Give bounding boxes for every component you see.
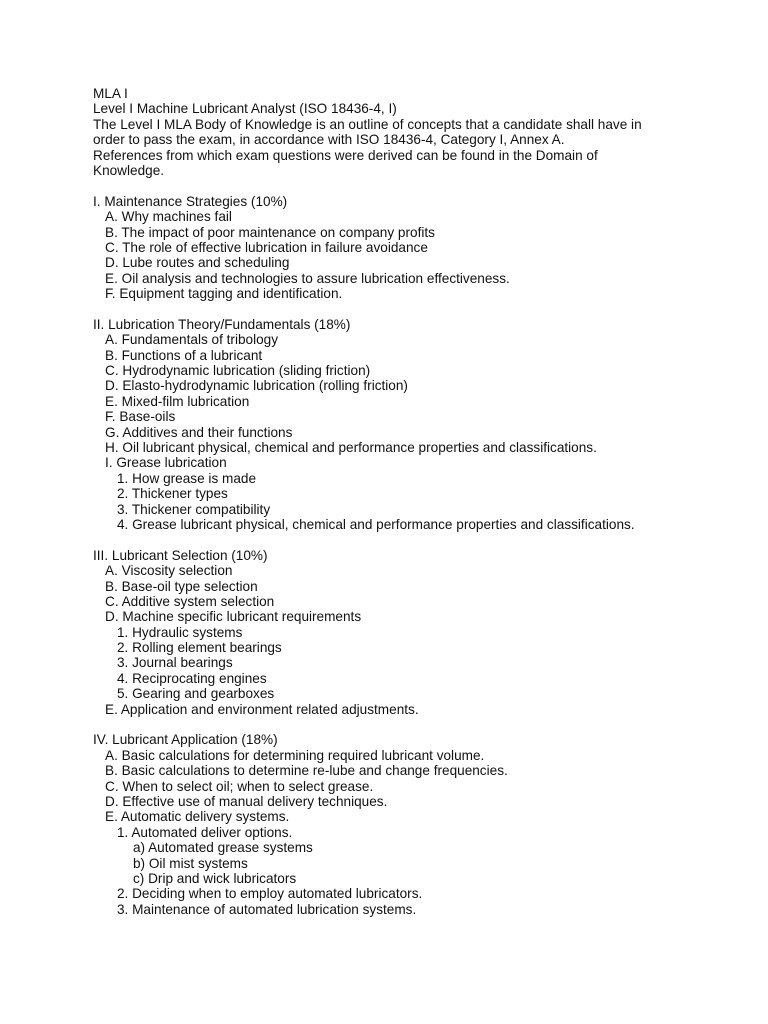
outline-item: A. Why machines fail	[105, 209, 232, 225]
section-spacer	[93, 301, 733, 316]
document-subtitle: Level I Machine Lubricant Analyst (ISO 18436-4, I)	[93, 101, 397, 117]
outline-item: 1. Hydraulic systems	[117, 624, 243, 640]
outline-item: B. Functions of a lubricant	[105, 347, 263, 363]
intro-line: Knowledge.	[93, 162, 165, 178]
section-heading: III. Lubricant Selection (10%)	[93, 547, 268, 563]
outline-item: 2. Deciding when to employ automated lubricators.	[117, 886, 423, 902]
outline-item: F. Equipment tagging and identification.	[105, 286, 343, 302]
outline-item: C. When to select oil; when to select grease.	[105, 778, 374, 794]
outline-item: 1. How grease is made	[117, 470, 257, 486]
outline-item: 3. Thickener compatibility	[117, 501, 271, 517]
outline-item: 5. Gearing and gearboxes	[117, 686, 275, 702]
outline-item: D. Machine specific lubricant requirements	[105, 609, 362, 625]
outline-item: 1. Automated deliver options.	[117, 824, 293, 840]
outline-item: 3. Journal bearings	[117, 655, 233, 671]
section-heading: I. Maintenance Strategies (10%)	[93, 193, 288, 209]
section-spacer	[93, 178, 733, 193]
outline-item: C. The role of effective lubrication in failure avoidance	[105, 239, 428, 255]
intro-line: order to pass the exam, in accordance with ISO 18436-4, Category I, Annex A.	[93, 132, 565, 148]
outline-item: I. Grease lubrication	[105, 455, 227, 471]
section-spacer	[93, 532, 733, 547]
section-spacer	[93, 717, 733, 732]
outline-item: A. Fundamentals of tribology	[105, 332, 279, 348]
outline-item: H. Oil lubricant physical, chemical and performance properties and classifications.	[105, 439, 597, 455]
outline-item: 2. Thickener types	[117, 486, 228, 502]
outline-item: C. Additive system selection	[105, 593, 275, 609]
outline-item: b) Oil mist systems	[133, 855, 248, 871]
outline-item: 4. Reciprocating engines	[117, 670, 267, 686]
document-content	[93, 86, 733, 917]
outline-item: E. Automatic delivery systems.	[105, 809, 290, 825]
outline-item: E. Oil analysis and technologies to assure lubrication effectiveness.	[105, 270, 510, 286]
outline-item: F. Base-oils	[105, 409, 176, 425]
section-heading: II. Lubrication Theory/Fundamentals (18%)	[93, 316, 351, 332]
outline-item: A. Basic calculations for determining required lubricant volume.	[105, 747, 485, 763]
outline-item: D. Lube routes and scheduling	[105, 255, 290, 271]
outline-item: G. Additives and their functions	[105, 424, 293, 440]
outline-item: c) Drip and wick lubricators	[133, 870, 297, 886]
outline-item: 2. Rolling element bearings	[117, 640, 282, 656]
outline-item: E. Application and environment related adjustments.	[105, 701, 419, 717]
outline-item: a) Automated grease systems	[133, 840, 313, 856]
outline-item: B. Basic calculations to determine re-lube and change frequencies.	[105, 763, 508, 779]
outline-item: 3. Maintenance of automated lubrication systems.	[117, 901, 417, 917]
outline-item: A. Viscosity selection	[105, 563, 233, 579]
outline-sections	[93, 178, 733, 917]
outline-item: B. Base-oil type selection	[105, 578, 258, 594]
document-title: MLA I	[93, 86, 128, 101]
outline-item: 4. Grease lubricant physical, chemical and performance properties and classifications.	[117, 516, 635, 532]
outline-item: B. The impact of poor maintenance on company profits	[105, 224, 435, 240]
intro-line: The Level I MLA Body of Knowledge is an outline of concepts that a candidate shall have in	[93, 116, 642, 132]
outline-item: E. Mixed-film lubrication	[105, 393, 250, 409]
outline-item: D. Elasto-hydrodynamic lubrication (rolling friction)	[105, 378, 408, 394]
intro-line: References from which exam questions were derived can be found in the Domain of	[93, 147, 598, 163]
outline-item: D. Effective use of manual delivery techniques.	[105, 793, 388, 809]
section-heading: IV. Lubricant Application (18%)	[93, 732, 278, 748]
outline-item: C. Hydrodynamic lubrication (sliding friction)	[105, 363, 371, 379]
